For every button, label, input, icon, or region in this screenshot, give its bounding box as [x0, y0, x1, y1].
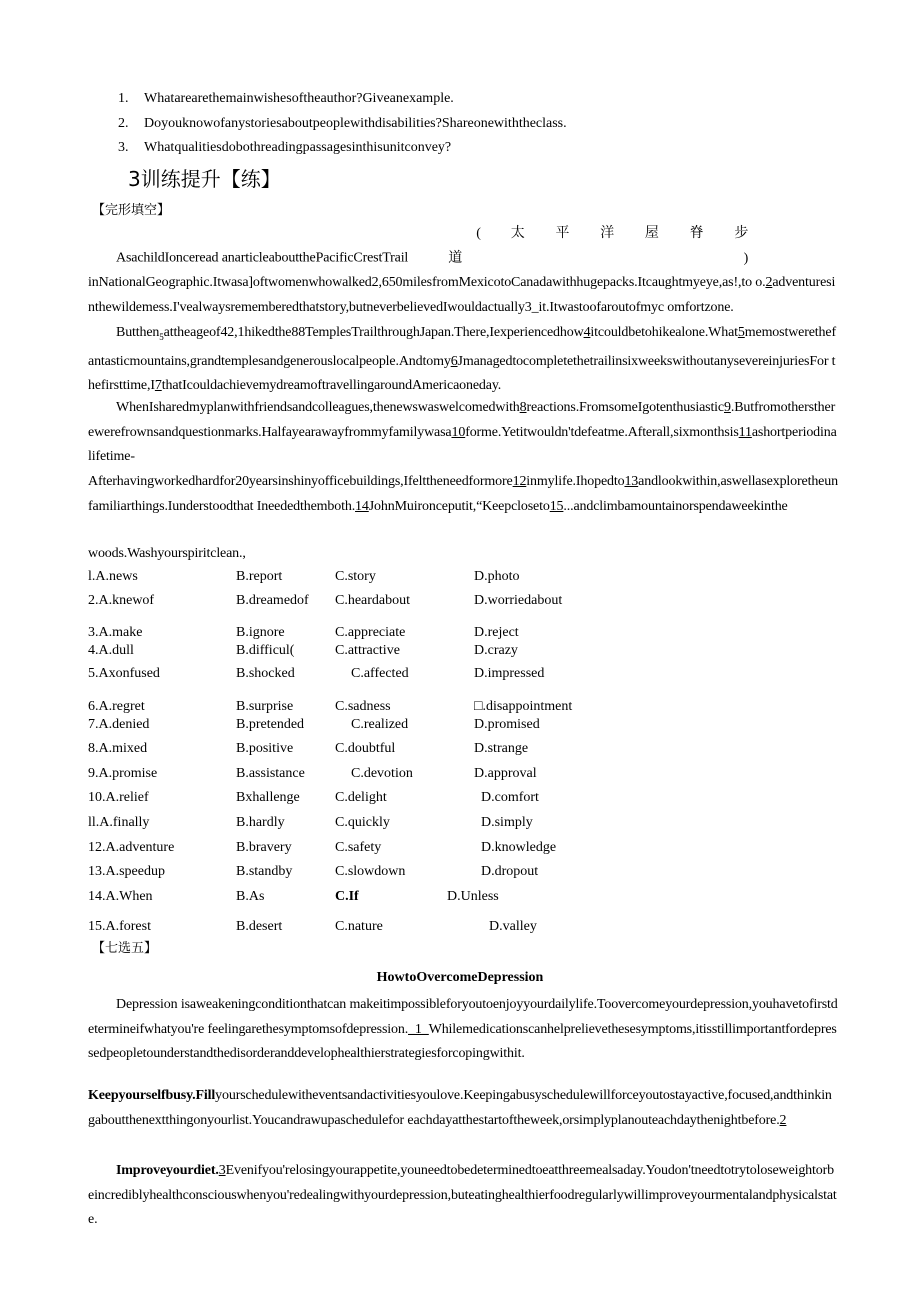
question-text: Whatarearethemainwishesoftheauthor?Giveanexample. — [144, 91, 454, 106]
blank-10: 10 — [451, 424, 466, 440]
discussion-question-3 — [118, 140, 451, 156]
discussion-question-2 — [118, 116, 567, 132]
blank-3: 3 — [218, 1163, 226, 1178]
question-number: 1. — [118, 91, 129, 106]
blank-2: 2 — [779, 1112, 787, 1128]
cloze-paragraph-2: Butthen$_5$attheageof42,1hikedthe88TemplesTrailthroughJapan.There,Iexperiencedhow4itcouldbetohikealone.What5memostwerethefantasticmountains,grandtemplesandgenerouslocalpeople.Andtomy6JmanagedtocompletethetrailinsixweekswithoutanysevereinjuriesFor thefirsttime,I7thatIcouldachievemydreamoftravellingaroundAmericaoneday. — [88, 325, 836, 394]
option-row: 4.A.dull B.difficul( C.attractive D.crazy — [88, 643, 518, 658]
option-row: 12.A.adventure B.bravery C.safety D.knowledge — [88, 840, 557, 855]
article-paragraph-2: Keepyourselfbusy.Fillyourschedulewitheventsandactivitiesyoulove.Keepingabusyschedulewillforceyoutostayactive,focused,andthinkingaboutthenextthingonyourlist.Youcandrawupaschedulefor eachdayatthestartoftheweek,orsimplyplanouteachdaythenightbefore.2 — [88, 1088, 832, 1128]
option-row: l.A.news B.report C.story D.photo — [88, 569, 520, 584]
option-row: 8.A.mixed B.positive C.doubtful D.strange — [88, 741, 529, 756]
cloze-paragraph-4: Afterhavingworkedhardfor20yearsinshinyofficebuildings,Ifelttheneedformore12inmylife.Ihopedto13andlookwithin,aswellasexploretheunfamiliarthings.Iunderstoodthat Ineededthemboth.14JohnMuironceputit,“Keepcloseto15...andclimbamountainorspendaweekinthe — [88, 474, 838, 514]
blank-1: _1_ — [408, 1021, 429, 1037]
blank-6: 6 — [450, 353, 458, 369]
blank-11: 11 — [738, 424, 752, 440]
option-row: 14.A.When B.As C.If D.Unless — [88, 889, 499, 904]
cloze-paragraph-3: WhenIsharedmyplanwithfriendsandcolleagues,thenewswaswelcomedwith8reactions.FromsomeIgotenthusiastic9.Butfromotherstherewerefrownsandquestionmarks.Halfayearawayfrommyfamilywasa10forme.Yetitwouldn'tdefeatme.Afterall,sixmonthsis11ashortperiodinalifetime- — [88, 400, 837, 465]
blank-14: 14 — [355, 498, 369, 514]
blank-15: 15 — [549, 498, 564, 514]
cloze-label: 【完形填空】 — [92, 203, 171, 218]
article-paragraph-3: Improveyourdiet.3Evenifyou'relosingyourappetite,youneedtobedeterminedtoeatthreemealsaday.Youdon'tneedtotrytoloseweightorbeincrediblyhealthconsciouswhenyou'redealingwithyourdepression,buteatinghealthierfoodregularlywillimproveyourmentalandphysicalstate. — [88, 1163, 837, 1228]
article-title: HowtoOvercomeDepression — [376, 970, 544, 985]
chinese-gloss: ( 太 平 洋 屋 脊 步 道 ) — [448, 226, 749, 266]
option-row: 15.A.forest B.desert C.nature D.valley — [88, 919, 537, 934]
option-row: ll.A.finally B.hardly C.quickly D.simply — [88, 815, 533, 830]
option-row: 3.A.make B.ignore C.appreciate D.reject — [88, 625, 519, 640]
question-text: Whatqualitiesdobothreadingpassagesinthisunitconvey? — [144, 140, 452, 155]
article-paragraph-1: Depression isaweakeningconditionthatcan makeitimpossibleforyoutoenjoyyourdailylife.Toovercomeyourdepression,youhavetofirstdetermineifwhatyou're feelingarethesymptomsofdepression._1_Whilemedicationscanhelprelievethesesymptoms,itisstillimportantfordepressedpeopletounderstandthedisorderanddevelophealthierstrategiesforcopingwithit. — [88, 997, 838, 1062]
blank-4: 4 — [583, 325, 591, 340]
blank-13: 13 — [624, 474, 639, 489]
option-row: 9.A.promise B.assistance C.devotion D.approval — [88, 766, 537, 781]
blank-12: 12 — [512, 474, 527, 489]
option-row: 6.A.regret B.surprise C.sadness □.disappointment — [88, 699, 573, 714]
option-row: 2.A.knewof B.dreamedof C.heardabout D.worriedabout — [88, 593, 563, 608]
topic-sentence: Improveyourdiet. — [116, 1163, 219, 1178]
option-row: 5.Axonfused B.shocked C.affected D.impressed — [88, 666, 545, 681]
discussion-question-1 — [118, 91, 454, 107]
cloze-paragraph-1: AsachildIonceread anarticleaboutthePacificCrestTrail( 太 平 洋 屋 脊 步 道 ) inNationalGeographic.Itwasa]oftwomenwhowalked2,650milesfromMexicotoCanadawithhugepacks.Itcaughtmyeye,as!,to o.2adventuresinthewildemess.I'vealwaysrememberedthatstory,butneverbelievedIwouldactually3_it.Itwastoofaroutofmyc omfortzone. — [88, 222, 838, 321]
section-title: 3训练提升【练】 — [128, 167, 281, 191]
option-row: 10.A.relief Bxhallenge C.delight D.comfort — [88, 790, 539, 805]
question-text: Doyouknowofanystoriesaboutpeoplewithdisabilities?Shareonewiththeclass. — [144, 116, 567, 131]
cloze-paragraph-4-end: woods.Washyourspiritclean., — [88, 546, 246, 561]
question-number: 3. — [118, 140, 129, 155]
topic-sentence: Keepyourselfbusy.Fill — [88, 1088, 216, 1103]
question-number: 2. — [118, 116, 129, 131]
option-row: 13.A.speedup B.standby C.slowdown D.dropout — [88, 864, 539, 879]
seven-choose-five-label: 【七选五】 — [92, 941, 158, 956]
option-row: 7.A.denied B.pretended C.realized D.promised — [88, 717, 540, 732]
blank-5: 5 — [737, 325, 745, 340]
blank-8: 8 — [519, 400, 527, 415]
blank-9: 9 — [724, 400, 731, 415]
blank-2: 2 — [765, 275, 773, 291]
blank-7: 7 — [154, 378, 162, 394]
